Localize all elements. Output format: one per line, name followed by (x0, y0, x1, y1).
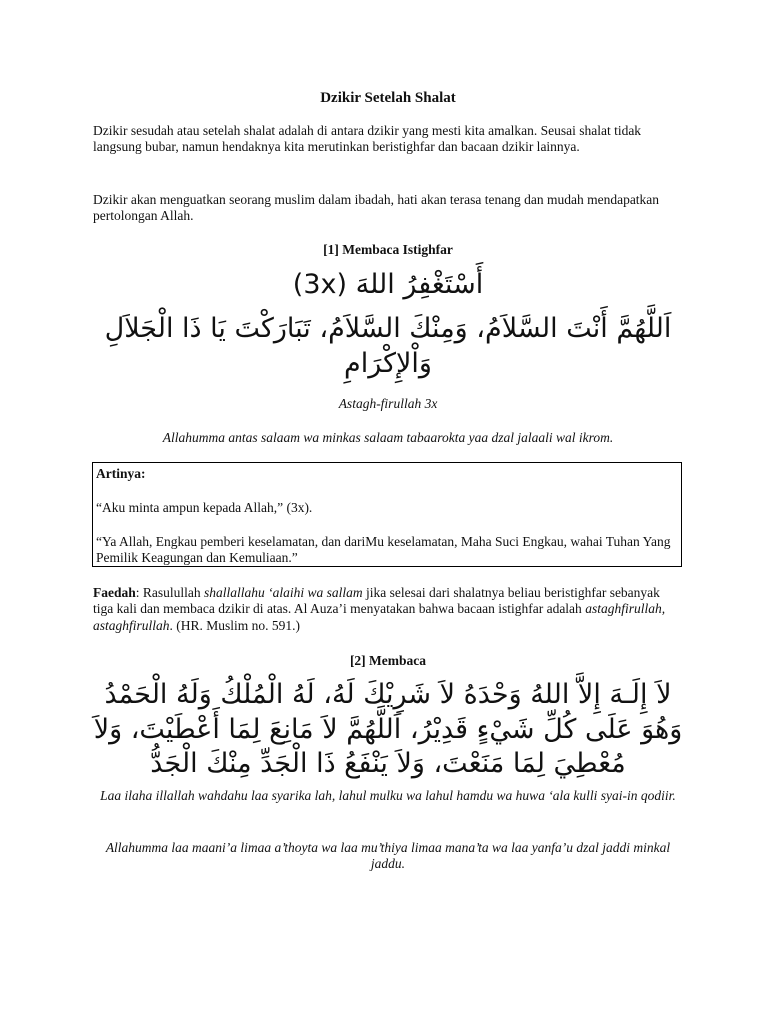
arabic-dua-1: اَللَّهُمَّ أَنْتَ السَّلاَمُ، وَمِنْكَ السَّلاَمُ، تَبَارَكْتَ يَا ذَا الْجَلاَلِ وَاْلإِكْرَامِ (104, 313, 672, 379)
latin-transliteration-4: Allahumma laa maani’a limaa a’thoyta wa laa mu’thiya limaa mana’ta wa laa yanfa’u dzal jaddi minkal jaddu. (105, 840, 671, 872)
faedah-paragraph (93, 585, 683, 634)
arabic-istighfar: أَسْتَغْفِرُ اللهَ (3x) (292, 269, 484, 300)
intro-paragraph-1: Dzikir sesudah atau setelah shalat adalah di antara dzikir yang mesti kita amalkan. Seusai shalat tidak langsung bubar, namun hendaknya kita merutinkan beristighfar dan bacaan dzikir lainnya. (93, 123, 642, 155)
artinya-text-2: “Ya Allah, Engkau pemberi keselamatan, dan dariMu keselamatan, Maha Suci Engkau, wahai Tuhan Yang Pemilik Keagungan dan Kemuliaan.” (96, 534, 671, 566)
arabic-dua-2: لاَ إِلَـهَ إِلاَّ اللهُ وَحْدَهُ لاَ شَرِيْكَ لَهُ، لَهُ الْمُلْكُ وَلَهُ الْحَمْدُ وَهُوَ عَلَى كُلِّ شَيْءٍ قَدِيْرُ، اَللَّهُمَّ لاَ مَانِعَ لِمَا أَعْطَيْتَ، وَلاَ مُعْطِيَ لِمَا مَنَعْتَ، وَلاَ يَنْفَعُ ذَا الْجَدِّ مِنْكَ الْجَدُّ (93, 679, 683, 780)
faedah-text-b: jika selesai dari shalatnya beliau beristighfar sebanyak tiga kali dan membaca dzikir di atas. Al Auza’i menyatakan bahwa bacaan istighfar adalah (93, 585, 660, 617)
faedah-text-c: . (HR. Muslim no. 591.) (169, 617, 301, 633)
artinya-box (92, 462, 682, 567)
faedah-label: Faedah (93, 585, 136, 600)
latin-transliteration-1: Astagh-firullah 3x (338, 396, 438, 411)
section-2-heading: [2] Membaca (349, 653, 427, 668)
document-title: Dzikir Setelah Shalat (320, 90, 456, 106)
artinya-heading: Artinya: (96, 466, 146, 481)
artinya-text-1: “Aku minta ampun kepada Allah,” (3x). (96, 500, 313, 515)
latin-transliteration-2: Allahumma antas salaam wa minkas salaam tabaarokta yaa dzal jalaali wal ikrom. (162, 430, 614, 445)
faedah-italic-b: astaghfirullah, astaghfirullah (93, 601, 666, 633)
faedah-text-a: : Rasulullah (135, 585, 205, 600)
intro-paragraph-2: Dzikir akan menguatkan seorang muslim dalam ibadah, hati akan terasa tenang dan mudah mendapatkan pertolongan Allah. (93, 192, 660, 224)
faedah-italic-a: shallallahu ‘alaihi wa sallam (204, 585, 363, 600)
section-1-heading: [1] Membaca Istighfar (323, 242, 453, 257)
latin-transliteration-3: Laa ilaha illallah wahdahu laa syarika lah, lahul mulku wa lahul hamdu wa huwa ‘ala kulli syai-in qodiir. (100, 788, 676, 803)
